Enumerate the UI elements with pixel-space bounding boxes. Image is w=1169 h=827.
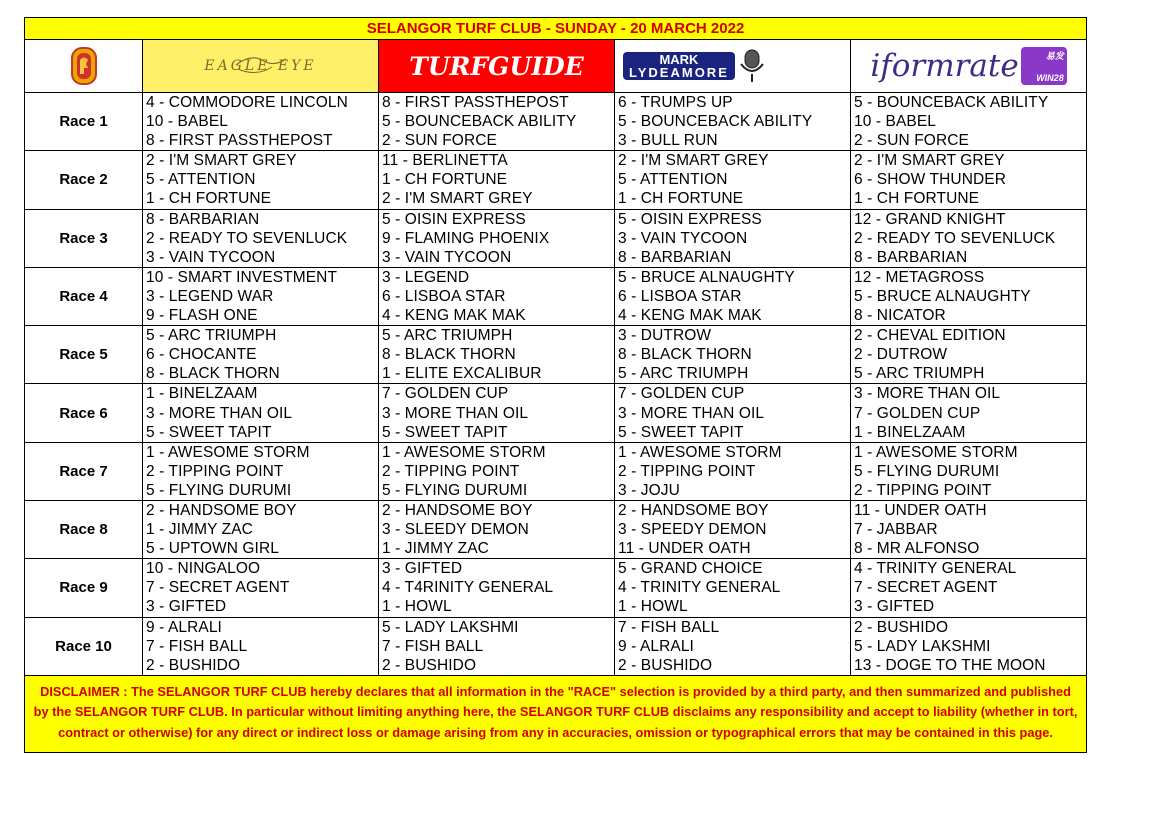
horse-pick: 1 - JIMMY ZAC [382,540,489,558]
race-row [25,209,1087,267]
tipster-picks-cell [379,384,615,442]
horse-pick: 3 - VAIN TYCOON [618,229,748,247]
horse-pick: 5 - BRUCE ALNAUGHTY [618,268,795,286]
tipster-picks-cell [615,442,851,500]
horse-pick: 3 - VAIN TYCOON [146,248,276,266]
horse-pick: 4 - TRINITY GENERAL [854,560,1017,578]
race-rows [25,93,1087,676]
horse-pick: 10 - SMART INVESTMENT [146,268,338,286]
horse-pick: 9 - FLASH ONE [146,307,258,325]
horse-pick: 11 - UNDER OATH [618,540,751,558]
horse-pick: 2 - SUN FORCE [382,132,497,150]
horse-pick: 12 - METAGROSS [854,268,985,286]
disclaimer: DISCLAIMER : The SELANGOR TURF CLUB hereby declares that all information in the "RACE" selection is provided by a third party, and then summarized and published by the SELANGOR TURF CLUB. In particular without limiting anything here, the SELANGOR TURF CLUB disclaims any responsibility and accept to liability (whether in tort, contract or otherwise) for any direct or indirect loss or damage arising from any in accuracies, omission or typographical errors that may be contained in this page. [25,675,1087,752]
horse-pick: 5 - FLYING DURUMI [854,462,1000,480]
horse-pick: 3 - MORE THAN OIL [382,404,529,422]
horse-pick: 7 - GOLDEN CUP [382,385,509,403]
horse-pick: 8 - BLACK THORN [146,365,280,383]
race-row [25,93,1087,151]
horse-pick: 8 - BARBARIAN [146,210,260,228]
horse-pick: 6 - SHOW THUNDER [854,171,1007,189]
tipster-picks-cell [615,267,851,325]
horse-pick: 2 - READY TO SEVENLUCK [146,229,348,247]
horse-pick: 5 - ARC TRIUMPH [382,327,513,345]
win28-badge-bottom: WIN28 [1036,73,1064,83]
horse-pick: 4 - T4RINITY GENERAL [382,579,554,597]
horse-pick: 3 - SLEEDY DEMON [382,521,529,539]
horse-pick: 2 - HANDSOME BOY [618,501,769,519]
horse-pick: 5 - FLYING DURUMI [382,481,528,499]
tipster-picks-cell [143,326,379,384]
tipster-picks-cell [851,500,1087,558]
horse-pick: 2 - CHEVAL EDITION [854,327,1006,345]
tipster-picks-cell [379,93,615,151]
horse-pick: 3 - GIFTED [854,598,935,616]
tipster-picks-cell [143,151,379,209]
tipster-picks-cell [143,209,379,267]
race-label: Race 4 [25,267,143,325]
horse-pick: 5 - LADY LAKSHMI [854,637,991,655]
eagle-eye-logo [143,40,379,93]
tipster-picks-cell [615,209,851,267]
tipster-picks-cell [851,151,1087,209]
horse-pick: 10 - BABEL [854,113,936,131]
horse-pick: 6 - TRUMPS UP [618,94,733,111]
horse-pick: 3 - GIFTED [382,560,463,578]
tipster-picks-cell [851,267,1087,325]
mark-lydeamore-logo [615,40,851,93]
tipster-picks-cell [143,559,379,617]
mark-line2: LYDEAMORE [629,65,729,80]
race-label: Race 5 [25,326,143,384]
turfguide-logo [379,40,615,93]
horse-pick: 8 - BARBARIAN [618,248,732,266]
selection-sheet [24,17,1086,753]
horse-pick: 8 - BLACK THORN [382,346,516,364]
horse-pick: 2 - TIPPING POINT [854,481,992,499]
horse-pick: 1 - JIMMY ZAC [146,521,253,539]
horse-pick: 7 - SECRET AGENT [146,579,290,597]
tipster-picks-cell [379,326,615,384]
horse-pick: 2 - HANDSOME BOY [146,501,297,519]
horse-pick: 1 - AWESOME STORM [618,443,782,461]
horse-pick: 6 - CHOCANTE [146,346,257,364]
horse-pick: 4 - TRINITY GENERAL [618,579,781,597]
horse-pick: 7 - GOLDEN CUP [854,404,981,422]
microphone-icon [731,46,771,86]
page-title: SELANGOR TURF CLUB - SUNDAY - 20 MARCH 2022 [25,18,1087,40]
tipster-picks-cell [379,267,615,325]
horse-pick: 4 - KENG MAK MAK [382,307,526,325]
horse-pick: 2 - READY TO SEVENLUCK [854,229,1056,247]
horse-pick: 5 - OISIN EXPRESS [382,210,526,228]
horse-pick: 5 - GRAND CHOICE [618,560,763,578]
horse-pick: 11 - BERLINETTA [382,152,508,170]
horse-pick: 8 - NICATOR [854,307,946,325]
horse-pick: 3 - VAIN TYCOON [382,248,512,266]
horse-pick: 1 - ELITE EXCALIBUR [382,365,542,383]
horse-pick: 1 - CH FORTUNE [618,190,744,208]
turfguide-text: TURFGUIDE [409,51,584,81]
horse-pick: 5 - SWEET TAPIT [618,423,744,441]
tipster-picks-cell [851,442,1087,500]
tipster-picks-cell [379,500,615,558]
horse-pick: 5 - BRUCE ALNAUGHTY [854,287,1031,305]
horse-pick: 7 - FISH BALL [382,637,484,655]
horse-pick: 3 - BULL RUN [618,132,718,150]
horse-pick: 2 - BUSHIDO [854,618,949,636]
tipster-picks-cell [615,151,851,209]
tipster-picks-cell [615,326,851,384]
horse-pick: 10 - BABEL [146,113,228,131]
tipster-picks-cell [851,384,1087,442]
tipster-picks-cell [851,559,1087,617]
horse-pick: 3 - MORE THAN OIL [146,404,293,422]
horse-pick: 2 - I'M SMART GREY [382,190,533,208]
horse-pick: 2 - I'M SMART GREY [854,152,1005,170]
horse-pick: 5 - UPTOWN GIRL [146,540,279,558]
horse-pick: 2 - BUSHIDO [618,656,713,674]
tipster-picks-cell [379,617,615,675]
race-selection-table [24,17,1087,753]
tipster-picks-cell [615,93,851,151]
horse-pick: 8 - FIRST PASSTHEPOST [382,94,569,111]
horse-pick: 1 - AWESOME STORM [854,443,1018,461]
horse-pick: 11 - UNDER OATH [854,501,987,519]
tipster-picks-cell [143,442,379,500]
horse-pick: 1 - BINELZAAM [146,385,258,403]
race-label: Race 3 [25,209,143,267]
horse-pick: 7 - GOLDEN CUP [618,385,745,403]
horse-pick: 10 - NINGALOO [146,560,261,578]
horse-pick: 5 - ARC TRIUMPH [146,327,277,345]
tipster-picks-cell [143,617,379,675]
race-label: Race 9 [25,559,143,617]
tipster-picks-cell [615,384,851,442]
horse-pick: 8 - MR ALFONSO [854,540,980,558]
club-logo-cell [25,40,143,93]
horse-pick: 2 - BUSHIDO [382,656,477,674]
win28-badge [1021,47,1067,85]
tipster-picks-cell [615,500,851,558]
horse-pick: 1 - BINELZAAM [854,423,966,441]
horse-pick: 5 - FLYING DURUMI [146,481,292,499]
horse-pick: 3 - SPEEDY DEMON [618,521,767,539]
eagle-eye-text: EAGLE EYE [204,58,317,74]
horse-pick: 2 - DUTROW [854,346,948,364]
iformrate-text: iformrate [870,48,1019,84]
tipster-picks-cell [379,559,615,617]
horse-pick: 12 - GRAND KNIGHT [854,210,1006,228]
club-crest-icon [69,46,99,86]
tipster-picks-cell [379,151,615,209]
tipster-picks-cell [851,93,1087,151]
horse-pick: 1 - CH FORTUNE [146,190,272,208]
tipster-logo-row [25,40,1087,93]
iformrate-logo [851,40,1087,93]
horse-pick: 4 - KENG MAK MAK [618,307,762,325]
horse-pick: 3 - JOJU [618,481,680,499]
horse-pick: 2 - TIPPING POINT [382,462,520,480]
horse-pick: 1 - HOWL [382,598,452,616]
tipster-picks-cell [379,209,615,267]
horse-pick: 1 - AWESOME STORM [382,443,546,461]
horse-pick: 7 - SECRET AGENT [854,579,998,597]
horse-pick: 3 - MORE THAN OIL [854,385,1001,403]
horse-pick: 8 - FIRST PASSTHEPOST [146,132,333,150]
horse-pick: 3 - DUTROW [618,327,712,345]
tipster-picks-cell [143,384,379,442]
horse-pick: 7 - JABBAR [854,521,938,539]
win28-badge-top: 易发 [1045,51,1064,61]
race-label: Race 7 [25,442,143,500]
race-row [25,326,1087,384]
horse-pick: 8 - BLACK THORN [618,346,752,364]
horse-pick: 5 - OISIN EXPRESS [618,210,762,228]
horse-pick: 7 - FISH BALL [146,637,248,655]
tipster-picks-cell [143,267,379,325]
race-row [25,267,1087,325]
horse-pick: 1 - AWESOME STORM [146,443,310,461]
horse-pick: 3 - LEGEND WAR [146,287,274,305]
horse-pick: 2 - TIPPING POINT [618,462,756,480]
horse-pick: 7 - FISH BALL [618,618,720,636]
horse-pick: 2 - BUSHIDO [146,656,241,674]
horse-pick: 5 - ARC TRIUMPH [854,365,985,383]
horse-pick: 5 - ATTENTION [618,171,728,189]
mark-line1: MARK [659,52,699,67]
race-row [25,151,1087,209]
horse-pick: 3 - MORE THAN OIL [618,404,765,422]
horse-pick: 5 - BOUNCEBACK ABILITY [382,113,577,131]
horse-pick: 1 - HOWL [618,598,688,616]
horse-pick: 8 - BARBARIAN [854,248,968,266]
horse-pick: 5 - BOUNCEBACK ABILITY [618,113,813,131]
race-label: Race 1 [25,93,143,151]
tipster-picks-cell [851,209,1087,267]
race-row [25,442,1087,500]
race-row [25,384,1087,442]
mark-lydeamore-badge [623,52,735,80]
horse-pick: 9 - ALRALI [618,637,694,655]
tipster-picks-cell [851,326,1087,384]
horse-pick: 3 - LEGEND [382,268,470,286]
race-label: Race 6 [25,384,143,442]
horse-pick: 9 - ALRALI [146,618,222,636]
race-row [25,559,1087,617]
race-row [25,500,1087,558]
horse-pick: 9 - FLAMING PHOENIX [382,229,550,247]
tipster-picks-cell [615,617,851,675]
horse-pick: 1 - CH FORTUNE [854,190,980,208]
horse-pick: 6 - LISBOA STAR [382,287,506,305]
race-label: Race 2 [25,151,143,209]
tipster-picks-cell [143,93,379,151]
horse-pick: 5 - BOUNCEBACK ABILITY [854,94,1049,111]
horse-pick: 5 - SWEET TAPIT [382,423,508,441]
horse-pick: 2 - TIPPING POINT [146,462,284,480]
horse-pick: 5 - ARC TRIUMPH [618,365,749,383]
race-label: Race 8 [25,500,143,558]
horse-pick: 13 - DOGE TO THE MOON [854,656,1046,674]
tipster-picks-cell [851,617,1087,675]
tipster-picks-cell [615,559,851,617]
horse-pick: 2 - I'M SMART GREY [146,152,297,170]
horse-pick: 4 - COMMODORE LINCOLN [146,94,348,111]
horse-pick: 2 - I'M SMART GREY [618,152,769,170]
horse-pick: 2 - HANDSOME BOY [382,501,533,519]
tipster-picks-cell [379,442,615,500]
horse-pick: 3 - GIFTED [146,598,227,616]
horse-pick: 1 - CH FORTUNE [382,171,508,189]
horse-pick: 5 - LADY LAKSHMI [382,618,519,636]
horse-pick: 5 - SWEET TAPIT [146,423,272,441]
race-row [25,617,1087,675]
horse-pick: 6 - LISBOA STAR [618,287,742,305]
horse-pick: 5 - ATTENTION [146,171,256,189]
tipster-picks-cell [143,500,379,558]
horse-pick: 2 - SUN FORCE [854,132,969,150]
race-label: Race 10 [25,617,143,675]
